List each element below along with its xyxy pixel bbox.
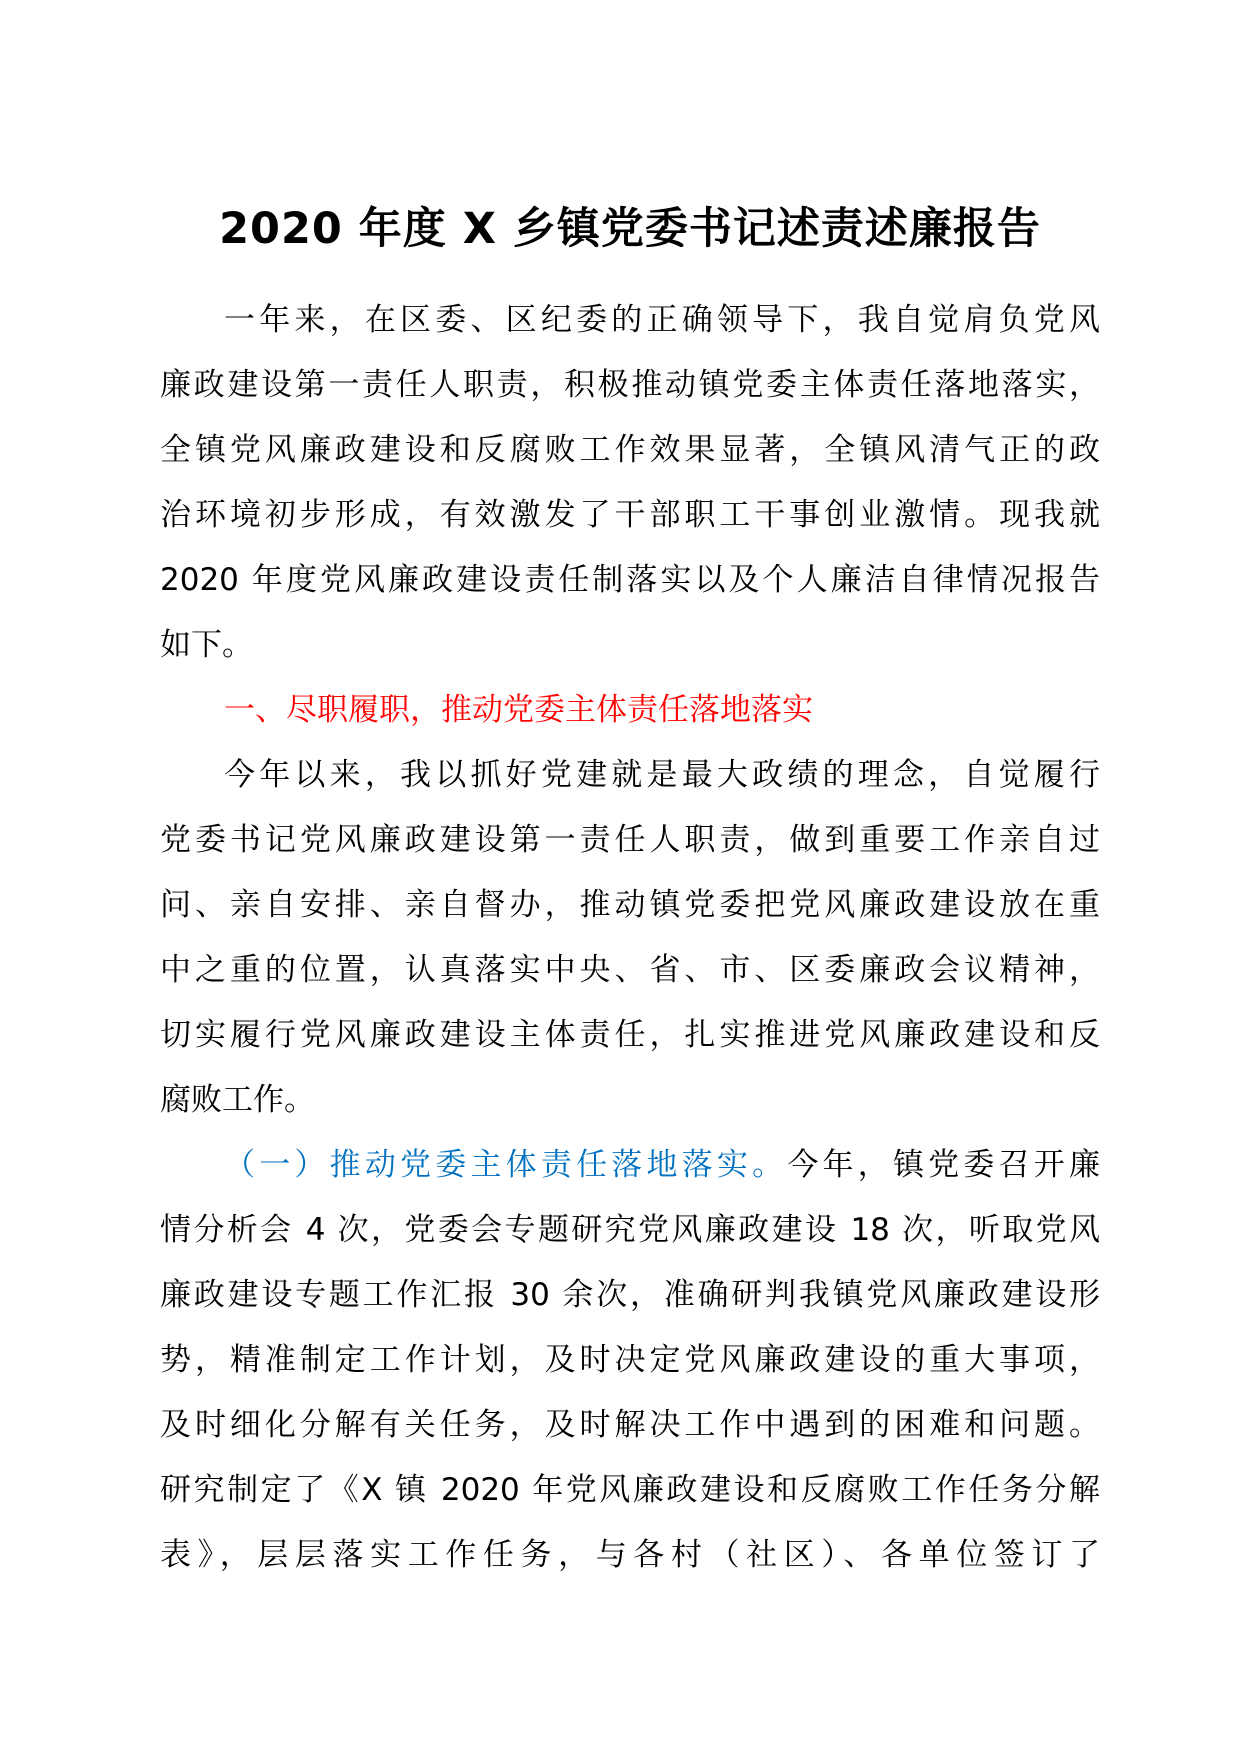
paragraph-line: 廉政建设第一责任人职责，积极推动镇党委主体责任落地落实， [160,367,1100,403]
paragraph-line: 研究制定了《X 镇 2020 年党风廉政建设和反腐败工作任务分解 [160,1472,1100,1508]
paragraph-line: 廉政建设专题工作汇报 30 余次，准确研判我镇党风廉政建设形 [160,1277,1100,1313]
paragraph-line: 问、亲自安排、亲自督办，推动镇党委把党风廉政建设放在重 [160,887,1100,923]
paragraph-line: 腐败工作。 [160,1082,315,1118]
section-heading [160,678,1100,743]
paragraph-section1 [160,743,1100,1133]
paragraph-line-rest: 今年，镇党委召开廉 [787,1147,1101,1183]
paragraph-line: 切实履行党风廉政建设主体责任，扎实推进党风廉政建设和反 [160,1017,1100,1053]
paragraph-line [160,1133,1100,1198]
paragraph-line: 及时细化分解有关任务，及时解决工作中遇到的困难和问题。 [160,1407,1100,1443]
subsection-heading: （一）推动党委主体责任落地落实。 [224,1147,788,1183]
paragraph-line: 党委书记党风廉政建设第一责任人职责，做到重要工作亲自过 [160,822,1100,858]
document-title: 2020 年度 X 乡镇党委书记述责述廉报告 [219,204,1041,254]
paragraph-line: 今年以来，我以抓好党建就是最大政绩的理念，自觉履行 [224,757,1100,793]
paragraph-line: 势，精准制定工作计划，及时决定党风廉政建设的重大事项， [160,1342,1100,1378]
paragraph-line: 全镇党风廉政建设和反腐败工作效果显著，全镇风清气正的政 [160,432,1100,468]
paragraph-line: 治环境初步形成，有效激发了干部职工干事创业激情。现我就 [160,497,1100,533]
document-page [160,196,1100,1588]
paragraph-intro [160,288,1100,678]
section-heading-text: 一、尽职履职，推动党委主体责任落地落实 [224,692,813,728]
paragraph-line: 表》，层层落实工作任务，与各村（社区）、各单位签订了 [160,1537,1100,1573]
paragraph-line: 如下。 [160,627,253,663]
paragraph-line: 中之重的位置，认真落实中央、省、市、区委廉政会议精神， [160,952,1100,988]
paragraph-subsection1 [160,1133,1100,1588]
paragraph-line: 2020 年度党风廉政建设责任制落实以及个人廉洁自律情况报告 [160,562,1100,598]
paragraph-line: 情分析会 4 次，党委会专题研究党风廉政建设 18 次，听取党风 [160,1212,1100,1248]
paragraph-line: 一年来，在区委、区纪委的正确领导下，我自觉肩负党风 [224,302,1100,338]
